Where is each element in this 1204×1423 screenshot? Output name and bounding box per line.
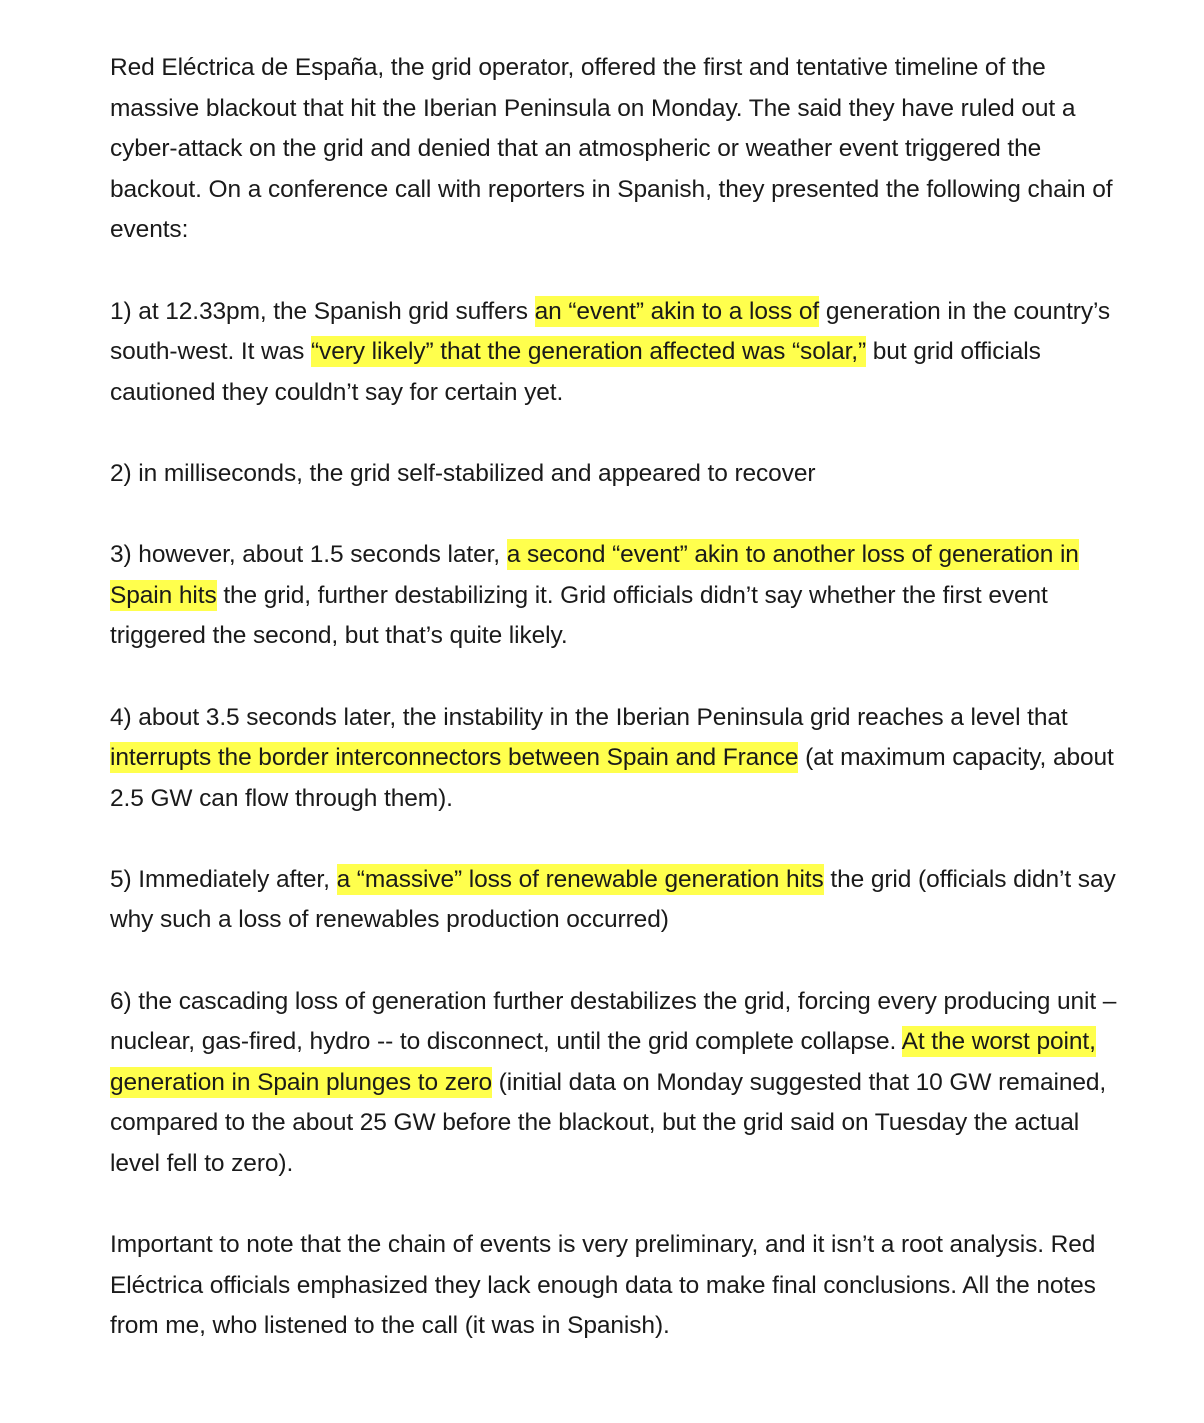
event-5-text: 5) Immediately after, — [110, 865, 337, 893]
event-1-text: 1) at 12.33pm, the Spanish grid suffers — [110, 297, 535, 325]
document-body — [110, 48, 1120, 1388]
event-5-highlight-renewables: a “massive” loss of renewable generation hits — [336, 865, 824, 893]
paragraph-note — [110, 1225, 1120, 1347]
event-4-highlight-interconnectors: interrupts the border interconnectors between Spain and France — [110, 744, 799, 772]
paragraph-event-1 — [110, 292, 1120, 414]
event-3-text: 3) however, about 1.5 seconds later, — [110, 541, 507, 569]
event-4-text: (at maximum capacity, about 2.5 GW can flow through them). — [110, 744, 1114, 812]
event-3-text: the grid, further destabilizing it. Grid officials didn’t say whether the first event triggered the second, but that’s quite likely. — [110, 581, 1048, 650]
paragraph-event-5 — [110, 860, 1120, 941]
event-6-text: 6) the cascading loss of generation further destabilizes the grid, forcing every producing unit – nuclear, gas-fired, hydro -- to disconnect, until the grid complete collapse. — [110, 987, 1117, 1056]
paragraph-event-2 — [110, 454, 1120, 495]
event-6-text: (initial data on Monday suggested that 10 GW remained, compared to the about 25 GW before the blackout, but the grid said on Tuesday the actual level fell to zero). — [110, 1068, 1107, 1178]
note-text: Important to note that the chain of events is very preliminary, and it isn’t a root analysis. Red Eléctrica officials emphasized they lack enough data to make final conclusions. All the notes from me, who listened to the call (it was in Spanish). — [110, 1231, 1096, 1340]
event-5-text: the grid (officials didn’t say why such a loss of renewables production occurred) — [110, 865, 1116, 934]
event-1-highlight-loss: an “event” akin to a loss of — [534, 297, 820, 325]
intro-text: Red Eléctrica de España, the grid operator, offered the first and tentative timeline of the massive blackout that hit the Iberian Peninsula on Monday. The said they have ruled out a cyber-attack on the grid and denied that an atmospheric or weather event triggered the backout. On a conference call with reporters in Spanish, they presented the following chain of events: — [110, 54, 1113, 244]
paragraph-event-6 — [110, 982, 1120, 1185]
paragraph-event-3 — [110, 535, 1120, 657]
event-3-highlight-second-event: a second “event” akin to another loss of generation in Spain hits — [110, 541, 1079, 609]
event-1-text: but grid officials cautioned they couldn’t say for certain yet. — [110, 338, 1041, 406]
event-4-text: 4) about 3.5 seconds later, the instability in the Iberian Peninsula grid reaches a level that — [110, 703, 1068, 731]
event-1-text: generation in the country’s south-west. It was — [110, 297, 1111, 366]
paragraph-intro — [110, 48, 1120, 251]
paragraph-event-4 — [110, 698, 1120, 820]
event-6-highlight-zero: At the worst point, generation in Spain plunges to zero — [110, 1028, 1096, 1096]
event-1-highlight-solar: “very likely” that the generation affected was “solar,” — [310, 338, 867, 366]
event-2-text: 2) in milliseconds, the grid self-stabilized and appeared to recover — [110, 459, 816, 487]
